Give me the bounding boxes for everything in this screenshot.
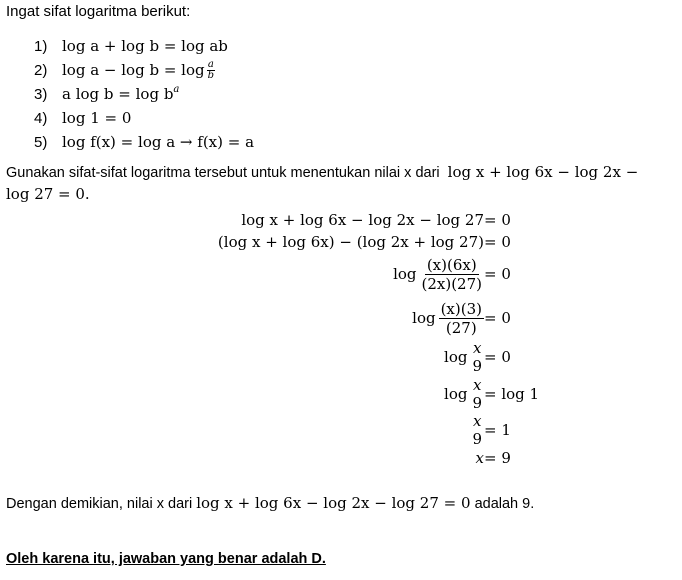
property-item: [34, 130, 254, 154]
question-text: Gunakan sifat-sifat logaritma tersebut untuk menentukan nilai x dari: [6, 165, 440, 181]
conclusion-line: [6, 494, 534, 512]
property-item: [34, 58, 254, 82]
fraction-numerator: x: [472, 339, 482, 357]
fraction-denominator: (27): [445, 318, 477, 337]
answer-statement: Oleh karena itu, jawaban yang benar adalah D.: [6, 551, 326, 567]
fraction: [420, 256, 485, 293]
fraction-numerator: x: [472, 412, 482, 430]
properties-list: [34, 34, 254, 154]
fraction-denominator: 9: [472, 394, 482, 412]
conclusion-text: Dengan demikian, nilai x dari: [6, 496, 193, 512]
question-line-2: log 27 = 0.: [6, 185, 90, 203]
step-rhs: = 0: [484, 265, 511, 283]
conclusion-result: adalah 9.: [474, 496, 535, 512]
fraction-numerator: (x)(3): [440, 299, 482, 318]
intro-text: Ingat sifat logaritma berikut:: [6, 3, 191, 20]
property-expression: log f(x) = log a → f(x) = a: [62, 133, 255, 151]
property-expression: log a + log b = log ab: [62, 37, 228, 55]
fraction: [470, 339, 484, 375]
step-lhs: (log x + log 6x) − (log 2x + log 27): [217, 233, 484, 251]
fraction: [207, 60, 215, 81]
property-item: [34, 82, 254, 106]
property-number: 4): [34, 109, 48, 127]
fraction: [470, 376, 484, 412]
fraction-denominator: b: [207, 69, 214, 81]
log-prefix: log: [444, 385, 468, 403]
conclusion-equation: log x + log 6x − log 2x − log 27 = 0: [196, 494, 471, 512]
step-lhs: [444, 339, 484, 375]
fraction: [439, 300, 484, 337]
exponent: a: [173, 84, 180, 95]
step-lhs: [412, 300, 484, 337]
step-rhs: = 0: [484, 348, 511, 366]
step-rhs: = 0: [484, 211, 511, 229]
question-line-1: [6, 163, 638, 181]
fraction-denominator: (2x)(27): [421, 274, 482, 293]
step-lhs: x: [475, 449, 484, 467]
property-expression: log 1 = 0: [62, 109, 132, 127]
fraction-denominator: 9: [472, 430, 482, 448]
log-prefix: log: [444, 348, 468, 366]
property-number: 2): [34, 61, 48, 79]
step-lhs: [467, 412, 484, 448]
question-equation: log x + log 6x − log 2x −: [447, 163, 639, 181]
fraction-numerator: (x)(6x): [426, 255, 477, 274]
step-rhs: = 0: [484, 233, 511, 251]
property-number: 5): [34, 133, 48, 151]
step-lhs: log x + log 6x − log 2x − log 27: [241, 211, 484, 229]
step-rhs: = 1: [484, 421, 511, 439]
step-rhs: = 0: [484, 309, 511, 327]
fraction: [470, 412, 484, 448]
log-prefix: log: [412, 309, 436, 327]
property-expression: a log b = log b: [62, 85, 174, 103]
property-number: 3): [34, 85, 48, 103]
fraction-numerator: x: [472, 376, 482, 394]
step-lhs: [444, 376, 484, 412]
step-rhs: = 9: [484, 449, 511, 467]
property-expression: log a − log b = log: [62, 61, 205, 79]
property-item: [34, 34, 254, 58]
property-item: [34, 106, 254, 130]
fraction-numerator: a: [207, 58, 214, 70]
log-prefix: log: [393, 265, 417, 283]
property-number: 1): [34, 37, 48, 55]
step-lhs: [393, 256, 484, 293]
fraction-denominator: 9: [472, 357, 482, 375]
step-rhs: = log 1: [484, 385, 540, 403]
